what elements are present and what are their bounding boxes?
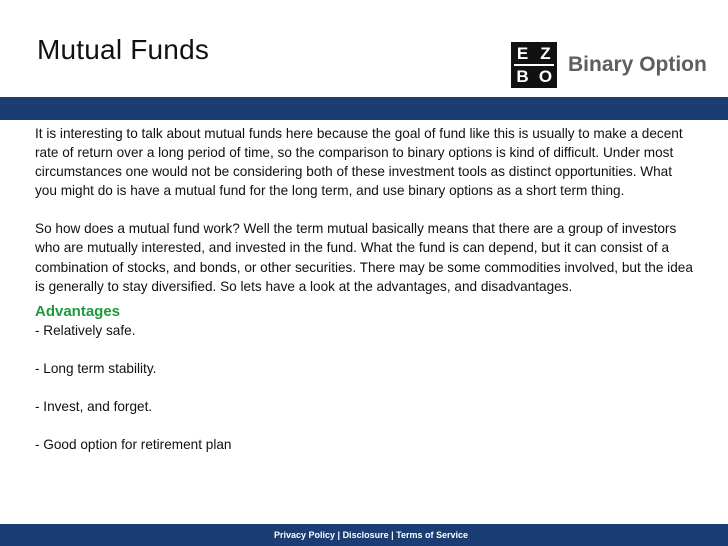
privacy-policy-link[interactable]: Privacy Policy (273, 530, 336, 540)
advantage-item: - Good option for retirement plan (35, 437, 232, 453)
advantage-item: - Long term stability. (35, 360, 157, 376)
logo-letter: E (516, 43, 529, 63)
terms-of-service-link[interactable]: Terms of Service (396, 530, 468, 540)
disclosure-link[interactable]: Disclosure (342, 530, 389, 540)
paragraph-spacer (35, 200, 695, 219)
logo-mark (511, 42, 557, 88)
footer-bar (0, 524, 728, 546)
header-band (0, 97, 728, 120)
item-spacer (35, 378, 695, 397)
advantages-heading: Advantages (35, 302, 121, 320)
body-paragraph: It is interesting to talk about mutual funds here because the goal of fund like this is usually to make a decent rate of return over a long period of time, so the comparison to binary options is kind of difficult. Under most circumstances one would not be considering both of these investment tools as distinct opportunities. What you might do is have a mutual fund for the long term, and use binary options as a short term thing. (35, 126, 683, 199)
logo-letter: B (516, 66, 529, 86)
brand-logo[interactable] (511, 40, 707, 89)
logo-divider (514, 64, 554, 66)
slide-body (35, 124, 695, 454)
item-spacer (35, 340, 695, 359)
footer-links (274, 530, 468, 540)
item-spacer (35, 416, 695, 435)
slide-title: Mutual Funds (37, 34, 210, 65)
logo-text: Binary Option (568, 52, 707, 76)
body-paragraph: So how does a mutual fund work? Well the term mutual basically means that there are a group of investors who are mutually interested, and invested in the fund. What the fund is can depend, but it can consist of a combination of stocks, and bonds, or other securities. There may be some commodities involved, but the idea is generally to stay diversified. So lets have a look at the advantages, and disadvantages. (35, 221, 693, 294)
footer-separator: | (388, 530, 397, 540)
logo-letter: O (538, 66, 553, 86)
footer-separator: | (335, 530, 343, 540)
logo-letter: Z (540, 43, 551, 63)
advantage-item: - Invest, and forget. (35, 398, 153, 414)
advantage-item: - Relatively safe. (35, 322, 136, 338)
